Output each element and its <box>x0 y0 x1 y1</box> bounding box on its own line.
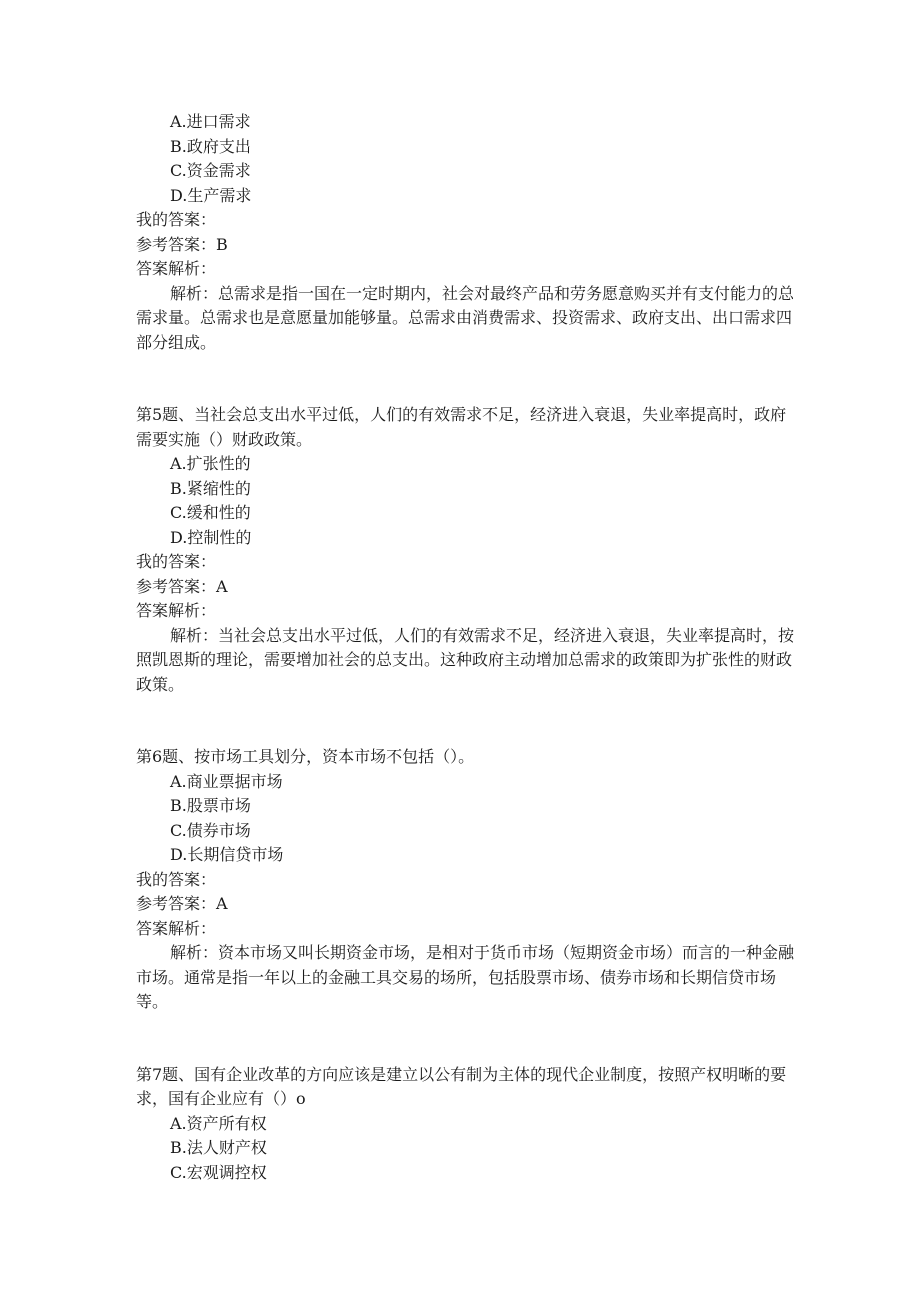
q6-option-d: D.长期信贷市场 <box>170 845 284 864</box>
spacer <box>136 355 796 403</box>
q4-option-a: A.进口需求 <box>170 112 251 131</box>
question-6-block <box>136 745 796 1015</box>
q6-option-b: B.股票市场 <box>170 796 251 815</box>
document-content <box>136 110 796 1185</box>
q6-option-c: C.债券市场 <box>170 820 251 840</box>
question-4-block <box>136 110 796 355</box>
q5-option-d: D.控制性的 <box>170 527 252 547</box>
q5-option-b: B.紧缩性的 <box>170 478 251 498</box>
q4-option-d: D.生产需求 <box>170 185 252 205</box>
q6-option-a: A.商业票据市场 <box>170 771 283 791</box>
q4-option-c: C.资金需求 <box>170 161 251 180</box>
spacer <box>136 697 796 745</box>
q5-option-c: C.缓和性的 <box>170 503 251 522</box>
q6-my-answer: 我的答案： <box>136 869 217 889</box>
q5-option-a: A.扩张性的 <box>170 454 251 473</box>
q7-option-a: A.资产所有权 <box>170 1113 267 1133</box>
q4-analysis-label: 答案解析： <box>136 259 217 278</box>
q5-reference-answer: 参考答案：A <box>136 576 228 596</box>
q5-analysis-text: 解析：当社会总支出水平过低，人们的有效需求不足，经济进入衰退，失业率提高时，按照凯恩斯的理论，需要增加社会的总支出。这种政府主动增加总需求的政策即为扩张性的财政政策。 <box>136 625 795 694</box>
q5-question-text: 第5题、当社会总支出水平过低，人们的有效需求不足，经济进入衰退，失业率提高时，政府需要实施（）财政政策。 <box>136 405 787 449</box>
q7-option-c: C.宏观调控权 <box>170 1162 267 1182</box>
q4-analysis-text: 解析：总需求是指一国在一定时期内，社会对最终产品和劳务愿意购买并有支付能力的总需求量。总需求也是意愿量加能够量。总需求由消费需求、投资需求、政府支出、出口需求四部分组成。 <box>136 283 795 352</box>
q7-question-text: 第7题、国有企业改革的方向应该是建立以公有制为主体的现代企业制度，按照产权明晰的要求，国有企业应有（）o <box>136 1064 787 1108</box>
q4-reference-answer: 参考答案：B <box>136 234 228 254</box>
q6-analysis-label: 答案解析： <box>136 918 217 938</box>
spacer <box>136 1015 796 1063</box>
q6-analysis-text: 解析：资本市场又叫长期资金市场，是相对于货币市场（短期资金市场）而言的一种金融市场。通常是指一年以上的金融工具交易的场所，包括股票市场、债券市场和长期信贷市场等。 <box>136 943 795 1011</box>
question-7-block <box>136 1063 796 1186</box>
q7-option-b: B.法人财产权 <box>170 1138 267 1157</box>
question-5-block <box>136 403 796 697</box>
q5-analysis-label: 答案解析： <box>136 601 217 620</box>
q6-reference-answer: 参考答案：A <box>136 894 228 913</box>
q6-question-text: 第6题、按市场工具划分，资本市场不包括（）。 <box>136 747 475 766</box>
q5-my-answer: 我的答案： <box>136 552 217 571</box>
q4-my-answer: 我的答案： <box>136 210 217 229</box>
q4-option-b: B.政府支出 <box>170 136 251 156</box>
